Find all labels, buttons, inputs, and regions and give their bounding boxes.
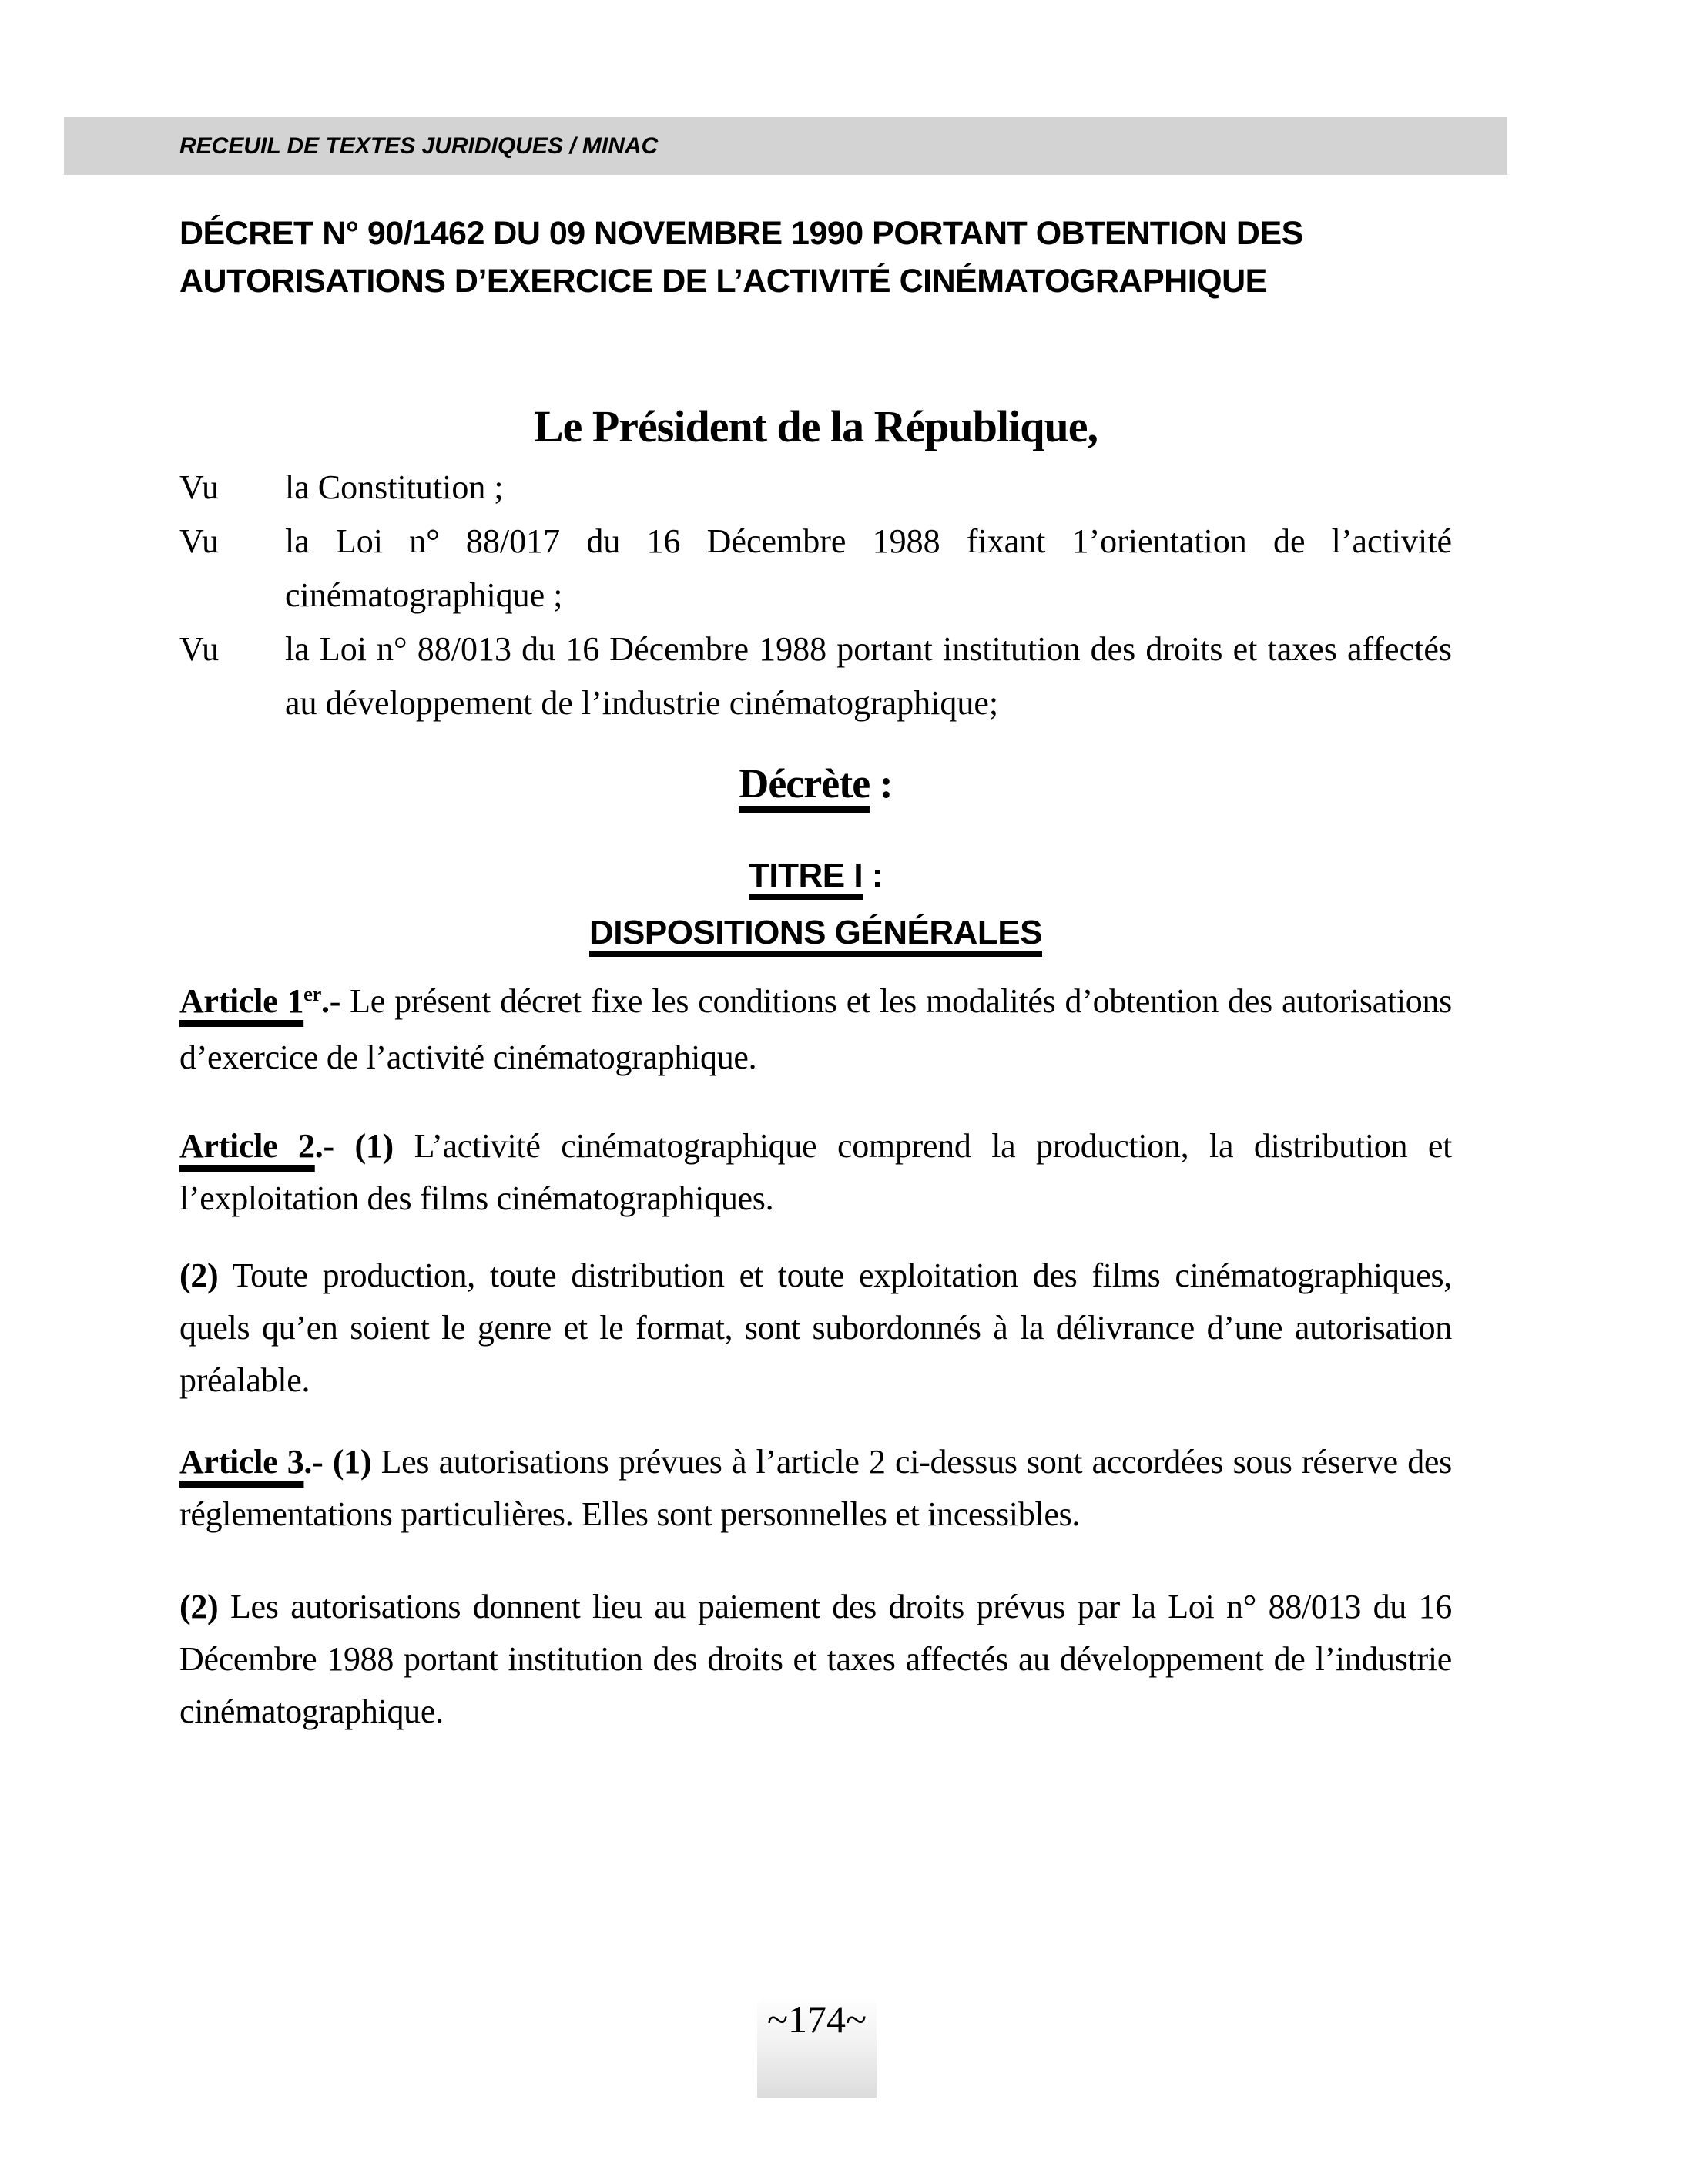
decree-title-line: DÉCRET N° 90/1462 DU 09 NOVEMBRE 1990 PORTANT OBTENTION DES xyxy=(179,215,1303,252)
article-1-segment-bold: .- xyxy=(321,982,341,1020)
article-2-segment-bold: (1) xyxy=(354,1127,394,1165)
article-3-al-2 xyxy=(179,1581,1452,1738)
title-section-subheading: DISPOSITIONS GÉNÉRALES xyxy=(589,914,1042,951)
article-3-segment-bold: .- xyxy=(303,1443,333,1481)
article-3-segment-label: Article 3 xyxy=(179,1443,304,1481)
article-1-segment-text: Le présent décret fixe les conditions et les modalités d’obtention des autorisations d’exercice de l’activité cinématographique. xyxy=(179,982,1452,1076)
title-section-heading-line xyxy=(179,847,1452,904)
title-section xyxy=(179,847,1452,961)
article-2-segment-bold: .- xyxy=(314,1127,355,1165)
article-2-al-2 xyxy=(179,1250,1452,1407)
vu-list xyxy=(179,461,1452,730)
vu-row xyxy=(179,515,1452,622)
header-band xyxy=(64,117,1507,175)
page-number: ~174~ xyxy=(766,1998,867,2041)
title-section-subheading-line xyxy=(179,904,1452,961)
article-3-segment-bold: (1) xyxy=(332,1443,372,1481)
article-3 xyxy=(179,1436,1452,1541)
salutation-heading: Le Président de la République, xyxy=(533,401,1098,451)
article-3-segment-text: Les autorisations prévues à l’article 2 ci-dessus sont accordées sous réserve des réglementations particulières. Elles sont personnelles et incessibles. xyxy=(179,1443,1452,1533)
header-band-text: RECEUIL DE TEXTES JURIDIQUES / MINAC xyxy=(179,133,659,159)
vu-text: la Constitution ; xyxy=(285,468,504,506)
article-2-al-2-segment-text: Toute production, toute distribution et toute exploitation des films cinématographiques, quels qu’en soient le genre et le format, sont subordonnés à la délivrance d’une autorisation préalable. xyxy=(179,1256,1452,1399)
decree-heading-word: Décrète xyxy=(739,760,870,807)
title-section-heading: TITRE I xyxy=(749,857,863,894)
vu-marker: Vu xyxy=(179,468,220,506)
decree-title xyxy=(179,210,1489,305)
article-2-segment-text: L’activité cinématographique comprend la production, la distribution et l’exploitation des films cinématographiques. xyxy=(179,1127,1452,1217)
vu-text: la Loi n° 88/013 du 16 Décembre 1988 portant institution des droits et taxes affectés au développement de l’industrie cinématographique; xyxy=(285,630,1452,722)
vu-row xyxy=(179,461,1452,515)
vu-marker: Vu xyxy=(179,522,220,560)
vu-marker: Vu xyxy=(179,630,220,668)
title-section-heading-colon: : xyxy=(863,857,883,894)
article-3-al-2-segment-bold: (2) xyxy=(179,1588,219,1625)
page-number-box xyxy=(757,1995,877,2098)
article-1 xyxy=(179,975,1452,1084)
vu-row xyxy=(179,622,1452,730)
article-2-al-2-segment-bold: (2) xyxy=(179,1256,219,1294)
vu-text: la Loi n° 88/017 du 16 Décembre 1988 fixant 1’orientation de l’activité cinématographique ; xyxy=(285,522,1452,614)
article-1-segment-label: Article 1 xyxy=(179,982,304,1020)
article-1-segment-sup: er xyxy=(303,982,321,1006)
article-2-segment-label: Article 2 xyxy=(179,1127,315,1165)
article-3-al-2-segment-text: Les autorisations donnent lieu au paiement des droits prévus par la Loi n° 88/013 du 16 Décembre 1988 portant institution des droits et taxes affectés au développement de l’industrie cinématographique. xyxy=(179,1588,1452,1730)
article-2 xyxy=(179,1120,1452,1225)
decree-title-line: AUTORISATIONS D’EXERCICE DE L’ACTIVITÉ CINÉMATOGRAPHIQUE xyxy=(179,263,1267,300)
decree-heading-colon: : xyxy=(870,760,893,807)
decree-heading xyxy=(179,760,1452,807)
